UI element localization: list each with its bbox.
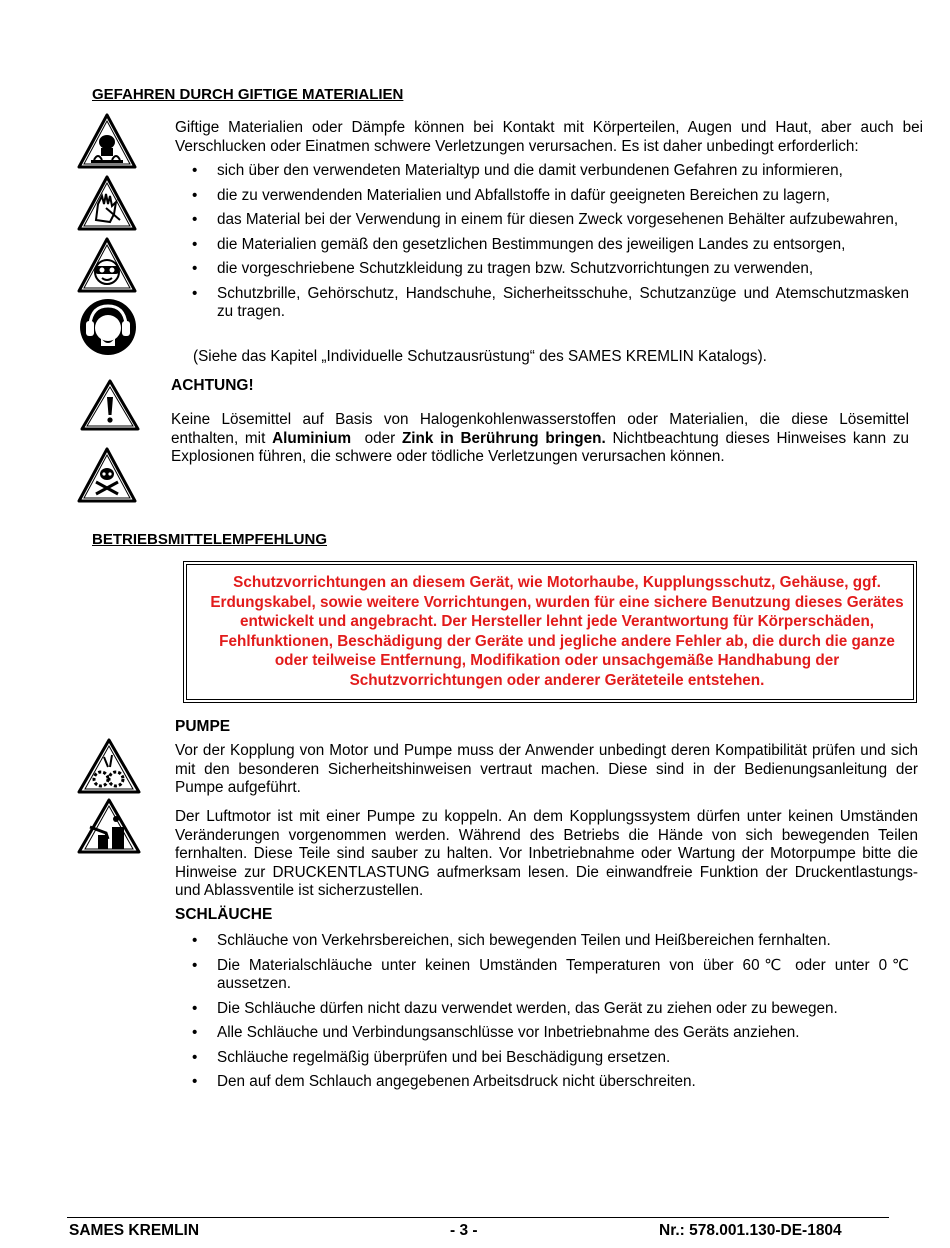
pumpe-paragraph-1: Vor der Kopplung von Motor und Pumpe muss der Anwender unbedingt deren Kompatibilität prüfen und sich mit den besonderen Sicherheitshinweisen vertraut machen. Diese sind in der Bedienungsanleitung der Pumpe aufgeführt. [175,742,918,796]
list-item: • Schläuche regelmäßig überprüfen und bei Beschädigung ersetzen. [175,1049,909,1068]
achtung-text-1: Keine Lösemittel auf Basis von Halogenkohlenwasserstoffen oder Materialien, die diese Lösemittel enthalten, mit [171,411,909,447]
skull-warning-icon [76,446,138,510]
achtung-bold-aluminium: Aluminium [272,429,352,447]
catalog-note: (Siehe das Kapitel „Individuelle Schutzausrüstung“ des SAMES KREMLIN Katalogs). [193,348,767,365]
list-item: • die zu verwendenden Materialien und Abfallstoffe in dafür geeigneten Bereichen zu lagern, [175,187,909,206]
safety-warning-box [186,564,914,700]
achtung-heading: ACHTUNG! [171,377,254,394]
exclamation-warning-icon [79,378,141,438]
gloves-icon [76,174,138,238]
rotating-parts-warning-icon [76,737,142,801]
footer-divider [67,1217,889,1218]
list-item: • Alle Schläuche und Verbindungsanschlüsse vor Inbetriebnahme des Geräts anziehen. [175,1024,909,1043]
schlaeuche-heading: SCHLÄUCHE [175,906,273,923]
goggles-icon [76,236,138,300]
toxic-bullet-list [175,162,909,328]
safety-warning-text: Schutzvorrichtungen an diesem Gerät, wie Motorhaube, Kupplungsschutz, Gehäuse, ggf. Erdungskabel, sowie weitere Vorrichtungen, wurden für eine sichere Benutzung dieses Gerätes entwickelt und angebracht. Der Hersteller lehnt jede Verantwortung für Körperschäden, Fehlfunktionen, Beschädigung der Geräte und jegliche andere Fehler ab, die durch die ganze oder teilweise Entfernung, Modifikation oder unsachgemäße Handhabung der Schutzvorrichtungen oder anderer Geräteteile entstehen. [210,574,904,689]
pumpe-heading: PUMPE [175,718,231,735]
list-item: • Schläuche von Verkehrsbereichen, sich bewegenden Teilen und Heißbereichen fernhalten. [175,932,909,951]
footer-company: SAMES KREMLIN [69,1222,200,1239]
pumpe-paragraph-2: Der Luftmotor ist mit einer Pumpe zu koppeln. An dem Kopplungssystem dürfen unter keinen Umständen Veränderungen vorgenommen werden. Während des Betriebs die Hände von sich bewegenden Teilen fernhalten. Diese Teile sind sauber zu halten. Vor Inbetriebnahme oder Wartung der Motorpumpe bitte die Hinweise zur DRUCKENTLASTUNG aufmerksam lesen. Die einwandfreie Funktion der Druckentlastungs- und Ablassventile ist sicherzustellen. [175,808,918,899]
footer-document-number: Nr.: 578.001.130-DE-1804 [659,1222,842,1239]
list-item: • das Material bei der Verwendung in einem für diesen Zweck vorgesehenen Behälter aufzubewahren, [175,211,909,230]
section-title-equipment: BETRIEBSMITTELEMPFEHLUNG [92,531,327,548]
respirator-icon [76,112,138,176]
list-item: • die vorgeschriebene Schutzkleidung zu tragen bzw. Schutzvorrichtungen zu verwenden, [175,260,909,279]
section-title-toxic-materials: GEFAHREN DURCH GIFTIGE MATERIALIEN [92,86,404,103]
achtung-bold-zink: Zink in Berührung bringen. [401,429,606,447]
schlaeuche-bullet-list [175,932,909,1098]
toxic-intro-paragraph: Giftige Materialien oder Dämpfe können bei Kontakt mit Körperteilen, Augen und Haut, aber auch bei Verschlucken oder Einatmen schwere Verletzungen verursachen. Es ist daher unbedingt erforderlich: [175,119,923,155]
list-item: • die Materialien gemäß den gesetzlichen Bestimmungen des jeweiligen Landes zu entsorgen, [175,236,909,255]
crush-hand-warning-icon [76,797,142,861]
list-item: • Schutzbrille, Gehörschutz, Handschuhe, Sicherheitsschuhe, Schutzanzüge und Atemschutzmasken zu tragen. [175,285,909,322]
list-item: • Den auf dem Schlauch angegebenen Arbeitsdruck nicht überschreiten. [175,1073,909,1092]
footer-page-number: - 3 - [450,1222,478,1239]
ear-protection-icon [79,298,137,362]
achtung-paragraph [171,411,909,467]
list-item: • Die Materialschläuche unter keinen Umständen Temperaturen von über 60℃ oder unter 0℃ aussetzen. [175,957,909,994]
list-item: • Die Schläuche dürfen nicht dazu verwendet werden, das Gerät zu ziehen oder zu bewegen. [175,1000,909,1019]
list-item: • sich über den verwendeten Materialtyp und die damit verbundenen Gefahren zu informieren, [175,162,909,181]
achtung-text-2: oder [351,429,402,447]
achtung-text-3: Nichtbeachtung dieses Hinweises kann zu Explosionen führen, die schwere oder tödliche Verletzungen verursachen können. [171,429,909,465]
